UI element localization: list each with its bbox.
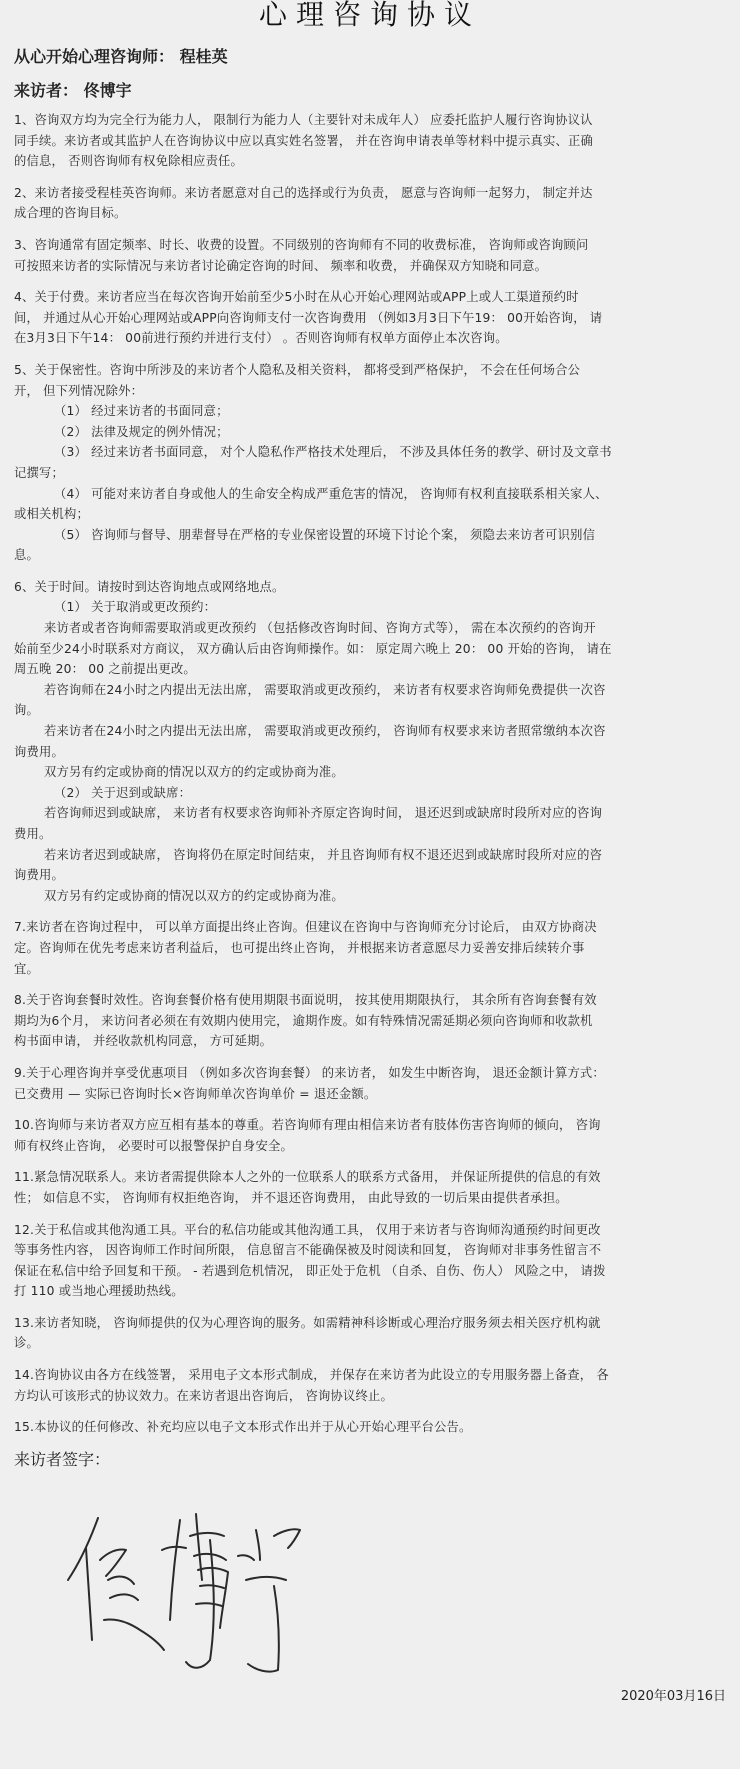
- clause-line: 询。: [14, 703, 39, 718]
- clause-line: 方均认可该形式的协议效力。在来访者退出咨询后， 咨询协议终止。: [14, 1388, 394, 1403]
- clause-line: 7.来访者在咨询过程中， 可以单方面提出终止咨询。但建议在咨询中与咨询师充分讨论后， 由双方协商决: [14, 920, 597, 935]
- clause-line: 4、关于付费。来访者应当在每次咨询开始前至少5小时在从心开始心理网站或APP上或人工渠道预约时: [14, 290, 579, 305]
- clause-line: 来访者或者咨询师需要取消或更改预约 （包括修改咨询时间、咨询方式等）， 需在本次预约的咨询开: [44, 621, 596, 636]
- clause-line: （2） 法律及规定的例外情况；: [54, 424, 229, 439]
- clause-line: 15.本协议的任何修改、补充均应以电子文本形式作出并于从心开始心理平台公告。: [14, 1420, 472, 1435]
- clause-line: 师有权终止咨询， 必要时可以报警保护自身安全。: [14, 1138, 294, 1153]
- clause-15: [14, 1417, 726, 1438]
- signing-date: 2020年03月16日: [620, 1689, 726, 1704]
- clause-line: 双方另有约定或协商的情况以双方的约定或协商为准。: [44, 888, 344, 903]
- counselor-line: 从心开始心理咨询师： 程桂英: [14, 47, 228, 66]
- clause-3: [14, 235, 726, 276]
- clause-line: 始前至少24小时联系对方商议， 双方确认后由咨询师操作。如： 原定周六晚上 20： 00 开始的咨询， 请在: [14, 641, 612, 656]
- clause-line: 若来访者迟到或缺席， 咨询将仍在原定时间结束， 并且咨询师有权不退还迟到或缺席时段所对应的咨: [44, 847, 603, 862]
- clause-7: [14, 917, 726, 979]
- clause-13: [14, 1313, 726, 1354]
- clause-line: （2） 关于迟到或缺席：: [54, 785, 192, 800]
- clause-8: [14, 990, 726, 1052]
- clause-line: 构书面申请， 并经收款机构同意， 方可延期。: [14, 1034, 273, 1049]
- clause-line: 费用。: [14, 827, 52, 841]
- clause-11: [14, 1167, 726, 1208]
- handwritten-signature: [60, 1500, 350, 1680]
- clause-line: 12.关于私信或其他沟通工具。平台的私信功能或其他沟通工具， 仅用于来访者与咨询师沟通预约时间更改: [14, 1222, 601, 1237]
- clause-line: 性； 如信息不实， 咨询师有权拒绝咨询， 并不退还咨询费用， 由此导致的一切后果由提供者承担。: [14, 1190, 568, 1205]
- clause-line: 间， 并通过从心开始心理网站或APP向咨询师支付一次咨询费用 （例如3月3日下午19： 00开始咨询， 请: [14, 310, 603, 325]
- clause-5: [14, 360, 726, 566]
- clause-line: （1） 经过来访者的书面同意；: [54, 404, 229, 419]
- clause-line: 同手续。来访者或其监护人在咨询协议中应以真实姓名签署， 并在咨询申请表单等材料中提示真实、正确: [14, 133, 593, 148]
- clause-line: 在3月3日下午14： 00前进行预约并进行支付） 。否则咨询师有权单方面停止本次咨询。: [14, 331, 508, 346]
- clause-line: 5、关于保密性。咨询中所涉及的来访者个人隐私及相关资料， 都将受到严格保护， 不会在任何场合公: [14, 362, 581, 377]
- clause-line: （5） 咨询师与督导、朋辈督导在严格的专业保密设置的环境下讨论个案， 须隐去来访者可识别信: [54, 527, 596, 542]
- clause-line: 定。咨询师在优先考虑来访者利益后， 也可提出终止咨询， 并根据来访者意愿尽力妥善安排后续转介事: [14, 940, 585, 955]
- clause-line: 的信息， 否则咨询师有权免除相应责任。: [14, 154, 244, 169]
- clause-line: 保证在私信中给予回复和干预。 - 若遇到危机情况， 即正处于危机 （自杀、自伤、伤人） 风险之中， 请拨: [14, 1263, 606, 1278]
- clause-line: （4） 可能对来访者自身或他人的生命安全构成严重危害的情况， 咨询师有权利直接联系相关家人、: [54, 486, 608, 501]
- clause-line: 记撰写；: [14, 465, 64, 480]
- clause-line: 若咨询师在24小时之内提出无法出席， 需要取消或更改预约， 来访者有权要求咨询师免费提供一次咨: [44, 682, 606, 697]
- clause-line: 打 110 或当地心理援助热线。: [14, 1284, 184, 1299]
- clause-line: （3） 经过来访者书面同意， 对个人隐私作严格技术处理后， 不涉及具体任务的教学、研讨及文章书: [54, 445, 612, 460]
- clause-line: 诊。: [14, 1336, 39, 1351]
- visitor-line: 来访者： 佟博宇: [14, 81, 132, 100]
- clause-line: 2、来访者接受程桂英咨询师。来访者愿意对自己的选择或行为负责， 愿意与咨询师一起努力， 制定并达: [14, 185, 593, 200]
- clause-line: 11.紧急情况联系人。来访者需提供除本人之外的一位联系人的联系方式备用， 并保证所提供的信息的有效: [14, 1170, 601, 1185]
- clause-line: 询费用。: [14, 868, 64, 883]
- clause-line: 询费用。: [14, 744, 64, 759]
- agreement-clauses: [14, 110, 726, 1438]
- clause-line: 3、咨询通常有固定频率、时长、收费的设置。不同级别的咨询师有不同的收费标准， 咨询师或咨询顾问: [14, 237, 589, 252]
- clause-line: 可按照来访者的实际情况与来访者讨论确定咨询的时间、 频率和收费， 并确保双方知晓和同意。: [14, 258, 548, 273]
- clause-line: 期均为6个月， 来访问者必须在有效期内使用完， 逾期作废。如有特殊情况需延期必须向咨询师和收款机: [14, 1013, 593, 1028]
- clause-line: （1） 关于取消或更改预约：: [54, 600, 217, 615]
- clause-line: 等事务性内容， 因咨询师工作时间所限， 信息留言不能确保被及时阅读和回复， 咨询师对非事务性留言不: [14, 1243, 602, 1258]
- clause-line: 14.咨询协议由各方在线签署， 采用电子文本形式制成， 并保存在来访者为此设立的专用服务器上备查， 各: [14, 1368, 609, 1383]
- clause-line: 13.来访者知晓， 咨询师提供的仅为心理咨询的服务。如需精神科诊断或心理治疗服务须去相关医疗机构就: [14, 1315, 601, 1330]
- clause-line: 若来访者在24小时之内提出无法出席， 需要取消或更改预约， 咨询师有权要求来访者照常缴纳本次咨: [44, 724, 606, 739]
- clause-line: 已交费用 — 实际已咨询时长×咨询师单次咨询单价 = 退还金额。: [14, 1086, 377, 1101]
- clause-line: 息。: [14, 548, 39, 563]
- clause-1: [14, 110, 726, 172]
- clause-line: 双方另有约定或协商的情况以双方的约定或协商为准。: [44, 765, 344, 780]
- clause-line: 或相关机构；: [14, 507, 89, 522]
- clause-line: 若咨询师迟到或缺席， 来访者有权要求咨询师补齐原定咨询时间， 退还迟到或缺席时段所对应的咨询: [44, 806, 603, 821]
- clause-line: 8.关于咨询套餐时效性。咨询套餐价格有使用期限书面说明， 按其使用期限执行， 其余所有咨询套餐有效: [14, 993, 597, 1008]
- clause-line: 6、关于时间。请按时到达咨询地点或网络地点。: [14, 579, 285, 594]
- clause-10: [14, 1115, 726, 1156]
- clause-14: [14, 1365, 726, 1406]
- document-title: 心理咨询协议: [258, 0, 481, 31]
- clause-line: 成合理的咨询目标。: [14, 206, 127, 221]
- clause-9: [14, 1063, 726, 1104]
- clause-line: 1、咨询双方均为完全行为能力人， 限制行为能力人（主要针对未成年人） 应委托监护人履行咨询协议认: [14, 113, 593, 127]
- clause-4: [14, 287, 726, 349]
- clause-line: 开， 但下列情况除外：: [14, 383, 144, 398]
- clause-line: 10.咨询师与来访者双方应互相有基本的尊重。若咨询师有理由相信来访者有肢体伤害咨询师的倾向， 咨询: [14, 1118, 601, 1133]
- clause-12: [14, 1220, 726, 1302]
- clause-2: [14, 183, 726, 224]
- clause-line: 宜。: [14, 961, 39, 976]
- signature-label: 来访者签字：: [14, 1449, 111, 1469]
- clause-line: 9.关于心理咨询并享受优惠项目 （例如多次咨询套餐） 的来访者， 如发生中断咨询， 退还金额计算方式：: [14, 1065, 605, 1080]
- clause-line: 周五晚 20： 00 之前提出更改。: [14, 662, 196, 677]
- clause-6: [14, 577, 726, 907]
